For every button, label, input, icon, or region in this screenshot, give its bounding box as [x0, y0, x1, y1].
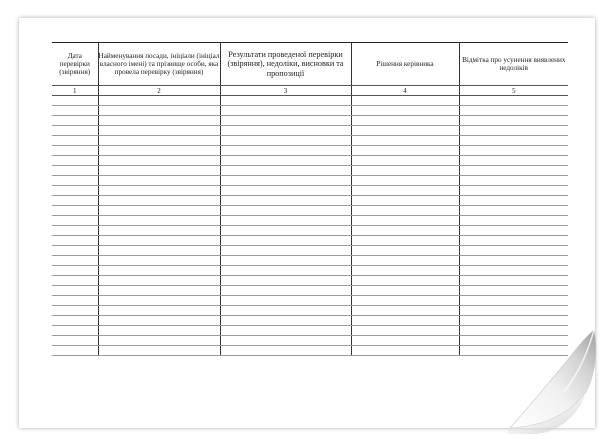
table-cell	[98, 266, 220, 276]
table-row	[52, 216, 568, 226]
table-cell	[52, 206, 98, 216]
table-cell	[98, 126, 220, 136]
table-cell	[459, 196, 568, 206]
table-row	[52, 206, 568, 216]
table-cell	[220, 96, 351, 106]
table-cell	[98, 186, 220, 196]
table-cell	[98, 326, 220, 336]
table-cell	[220, 186, 351, 196]
table-cell	[459, 306, 568, 316]
table-cell	[220, 276, 351, 286]
table-cell	[459, 176, 568, 186]
table-cell	[351, 236, 459, 246]
table-cell	[351, 256, 459, 266]
table-row	[52, 116, 568, 126]
table-row	[52, 306, 568, 316]
table-cell	[98, 116, 220, 126]
table-cell	[351, 326, 459, 336]
table-cell	[52, 346, 98, 356]
table-cell	[459, 146, 568, 156]
table-cell	[351, 146, 459, 156]
table-cell	[220, 126, 351, 136]
table-cell	[459, 126, 568, 136]
table-cell	[98, 316, 220, 326]
table-cell	[220, 226, 351, 236]
table-cell	[351, 306, 459, 316]
table-cell	[98, 146, 220, 156]
table-cell	[98, 306, 220, 316]
table-cell	[52, 276, 98, 286]
table-cell	[351, 336, 459, 346]
table-cell	[98, 176, 220, 186]
column-number-2: 2	[98, 86, 220, 96]
table-row	[52, 276, 568, 286]
table-cell	[220, 266, 351, 276]
table-cell	[459, 256, 568, 266]
table-cell	[351, 96, 459, 106]
table-cell	[220, 296, 351, 306]
table-cell	[52, 126, 98, 136]
header-results: Результати проведеної перевірки (звіряння), недоліки, висновки та пропозиції	[220, 43, 351, 86]
table-cell	[220, 286, 351, 296]
table-cell	[98, 246, 220, 256]
table-cell	[459, 236, 568, 246]
table-cell	[98, 256, 220, 266]
table-cell	[220, 106, 351, 116]
column-number-5: 5	[459, 86, 568, 96]
table-cell	[98, 286, 220, 296]
table-cell	[98, 106, 220, 116]
column-number-3: 3	[220, 86, 351, 96]
table-cell	[220, 166, 351, 176]
table-cell	[459, 156, 568, 166]
column-number-1: 1	[52, 86, 98, 96]
table-cell	[220, 236, 351, 246]
table-cell	[98, 96, 220, 106]
table-cell	[98, 226, 220, 236]
table-cell	[351, 186, 459, 196]
table-row	[52, 236, 568, 246]
table-row	[52, 176, 568, 186]
table-cell	[220, 136, 351, 146]
table-cell	[98, 166, 220, 176]
table-cell	[351, 136, 459, 146]
table-cell	[52, 156, 98, 166]
table-cell	[459, 246, 568, 256]
table-cell	[220, 216, 351, 226]
table-row	[52, 126, 568, 136]
table-cell	[220, 336, 351, 346]
header-decision: Рішення керівника	[351, 43, 459, 86]
table-row	[52, 346, 568, 356]
table-cell	[52, 316, 98, 326]
page-curl-icon	[508, 330, 600, 434]
table-row	[52, 326, 568, 336]
table-cell	[220, 206, 351, 216]
table-cell	[52, 166, 98, 176]
table-cell	[220, 156, 351, 166]
table-cell	[459, 226, 568, 236]
table-cell	[459, 276, 568, 286]
table-row	[52, 106, 568, 116]
table-row	[52, 266, 568, 276]
table-cell	[52, 116, 98, 126]
table-cell	[98, 196, 220, 206]
table-cell	[52, 216, 98, 226]
table-cell	[52, 226, 98, 236]
table-cell	[459, 316, 568, 326]
table-cell	[220, 146, 351, 156]
table-cell	[98, 276, 220, 286]
table-cell	[351, 286, 459, 296]
table-row	[52, 146, 568, 156]
table-cell	[351, 156, 459, 166]
table-cell	[52, 326, 98, 336]
table-row	[52, 196, 568, 206]
table-cell	[98, 236, 220, 246]
table-cell	[220, 246, 351, 256]
table-cell	[52, 256, 98, 266]
table-cell	[98, 156, 220, 166]
table-cell	[220, 316, 351, 326]
table-cell	[351, 246, 459, 256]
table-cell	[52, 336, 98, 346]
table-cell	[351, 116, 459, 126]
inspection-log-table	[52, 42, 568, 356]
table-cell	[459, 106, 568, 116]
table-cell	[351, 126, 459, 136]
table-cell	[52, 106, 98, 116]
table-row	[52, 156, 568, 166]
table-cell	[459, 136, 568, 146]
table-cell	[459, 206, 568, 216]
table-cell	[459, 216, 568, 226]
table-cell	[52, 296, 98, 306]
table-cell	[351, 266, 459, 276]
table-row	[52, 186, 568, 196]
table-cell	[351, 216, 459, 226]
table-cell	[98, 136, 220, 146]
header-remediation: Відмітка про усунення виявлених недоліків	[459, 43, 568, 86]
table-cell	[351, 276, 459, 286]
column-number-4: 4	[351, 86, 459, 96]
table-cell	[351, 226, 459, 236]
table-cell	[459, 186, 568, 196]
table-cell	[98, 296, 220, 306]
table-cell	[52, 286, 98, 296]
table-row	[52, 226, 568, 236]
table-cell	[351, 196, 459, 206]
table-cell	[351, 346, 459, 356]
table-cell	[459, 116, 568, 126]
table-cell	[52, 306, 98, 316]
table-row	[52, 246, 568, 256]
table-cell	[98, 206, 220, 216]
table-row	[52, 166, 568, 176]
table-cell	[220, 326, 351, 336]
table-cell	[52, 186, 98, 196]
table-row	[52, 286, 568, 296]
header-inspector: Найменування посади, ініціали (ініціал власного імені) та прізвище особи, яка провела перевірку (звіряння)	[98, 43, 220, 86]
table-cell	[459, 296, 568, 306]
header-date: Дата перевірки (звіряння)	[52, 43, 98, 86]
table-cell	[351, 316, 459, 326]
table-cell	[52, 266, 98, 276]
table-row	[52, 256, 568, 266]
table-header-row	[52, 43, 568, 86]
table-cell	[351, 296, 459, 306]
table-cell	[52, 96, 98, 106]
table-cell	[459, 166, 568, 176]
table-cell	[98, 346, 220, 356]
table-cell	[52, 236, 98, 246]
table-row	[52, 336, 568, 346]
table-cell	[220, 116, 351, 126]
table-cell	[220, 256, 351, 266]
table-row	[52, 136, 568, 146]
table-cell	[52, 136, 98, 146]
table-cell	[98, 216, 220, 226]
column-number-row	[52, 86, 568, 96]
table-cell	[220, 346, 351, 356]
table-row	[52, 96, 568, 106]
table-cell	[351, 206, 459, 216]
table-cell	[459, 96, 568, 106]
table-cell	[351, 166, 459, 176]
table-cell	[220, 306, 351, 316]
table-cell	[220, 196, 351, 206]
table-cell	[220, 176, 351, 186]
table-row	[52, 316, 568, 326]
table-row	[52, 296, 568, 306]
table-cell	[459, 266, 568, 276]
table-cell	[52, 146, 98, 156]
table-cell	[52, 176, 98, 186]
table-cell	[459, 286, 568, 296]
table-cell	[52, 246, 98, 256]
table-cell	[351, 106, 459, 116]
table-cell	[351, 176, 459, 186]
table-cell	[98, 336, 220, 346]
table-cell	[52, 196, 98, 206]
